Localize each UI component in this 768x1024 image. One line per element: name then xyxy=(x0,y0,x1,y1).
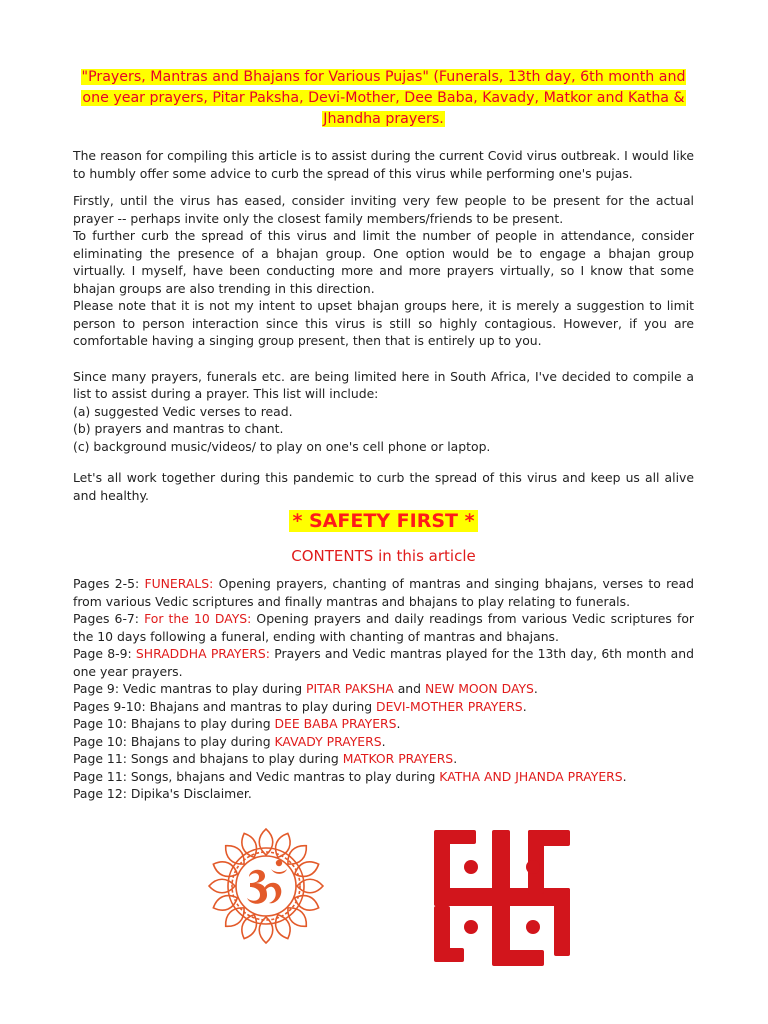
advice-block xyxy=(73,192,694,350)
list-block xyxy=(73,368,694,456)
toc-line: Page 11: Songs, bhajans and Vedic mantras to play during KATHA AND JHANDA PRAYERS. xyxy=(73,768,627,784)
advice-paragraph-2: To further curb the spread of this virus and limit the number of people in attendance, consider eliminating the presence of a bhajan group. One option would be to engage a bhajan group virtually. I myself, have been conducting more and more prayers virtually, so I know that some bhajan groups are also trending in this direction. xyxy=(73,228,694,296)
safety-banner xyxy=(73,508,694,535)
advice-paragraph-1: Firstly, until the virus has eased, consider inviting very few people to be present for the actual prayer -- perhaps invite only the closest family members/friends to be present. xyxy=(73,193,694,226)
list-item-b: (b) prayers and mantras to chant. xyxy=(73,421,284,436)
title-block xyxy=(73,66,694,129)
contents-heading: CONTENTS in this article xyxy=(291,547,476,565)
swastika-icon xyxy=(428,822,576,972)
list-item-a: (a) suggested Vedic verses to read. xyxy=(73,403,293,419)
table-of-contents xyxy=(73,575,694,803)
toc-line: Pages 9-10: Bhajans and mantras to play during DEVI-MOTHER PRAYERS. xyxy=(73,698,527,714)
toc-line: Page 9: Vedic mantras to play during PITAR PAKSHA and NEW MOON DAYS. xyxy=(73,681,538,696)
toc-line: Pages 2-5: FUNERALS: Opening prayers, chanting of mantras and singing bhajans, verses to read from various Vedic scriptures and finally mantras and bhajans to play relating to funerals. xyxy=(73,576,694,609)
closing-paragraph: Let's all work together during this pandemic to curb the spread of this virus and keep us all alive and healthy. xyxy=(73,470,694,503)
list-intro: Since many prayers, funerals etc. are being limited here in South Africa, I've decided to compile a list to assist during a prayer. This list will include: xyxy=(73,368,694,401)
toc-line: Page 10: Bhajans to play during KAVADY PRAYERS. xyxy=(73,733,386,749)
list-item-c: (c) background music/videos/ to play on one's cell phone or laptop. xyxy=(73,438,491,454)
om-mandala-icon xyxy=(205,825,327,947)
toc-line: Page 8-9: SHRADDHA PRAYERS: Prayers and Vedic mantras played for the 13th day, 6th month and one year prayers. xyxy=(73,646,694,679)
toc-line: Page 10: Bhajans to play during DEE BABA PRAYERS. xyxy=(73,716,401,731)
safety-text: * SAFETY FIRST * xyxy=(289,510,477,532)
toc-line: Page 12: Dipika's Disclaimer. xyxy=(73,786,252,801)
intro-paragraph: The reason for compiling this article is to assist during the current Covid virus outbreak. I would like to humbly offer some advice to curb the spread of this virus while performing one's pujas. xyxy=(73,148,694,181)
advice-paragraph-3: Please note that it is not my intent to upset bhajan groups here, it is merely a suggestion to limit person to person interaction since this virus is still so highly contagious. However, if you are comfortable having a singing group present, then that is entirely up to you. xyxy=(73,298,694,348)
document-page xyxy=(73,66,694,803)
document-title: "Prayers, Mantras and Bhajans for Various Pujas" (Funerals, 13th day, 6th month and one year prayers, Pitar Paksha, Devi-Mother, Dee Baba, Kavady, Matkor and Katha & Jhandha prayers. xyxy=(81,69,686,127)
toc-line: Page 11: Songs and bhajans to play during MATKOR PRAYERS. xyxy=(73,751,458,766)
toc-line: Pages 6-7: For the 10 DAYS: Opening prayers and daily readings from various Vedic scriptures for the 10 days following a funeral, ending with chanting of mantras and bhajans. xyxy=(73,611,694,644)
